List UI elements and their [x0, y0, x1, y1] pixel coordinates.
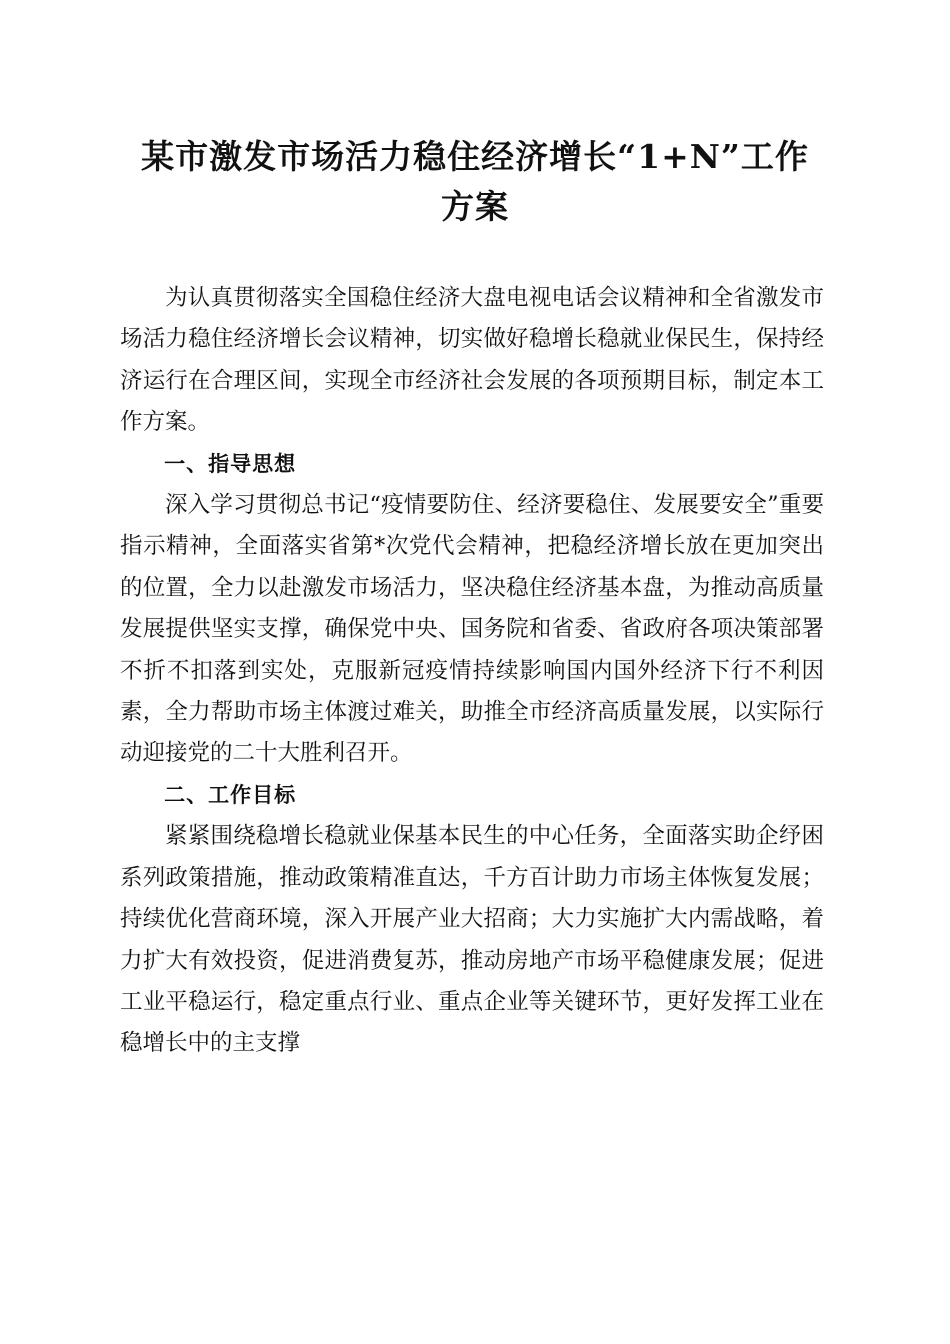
- section-heading-work-goals: 二、工作目标: [164, 782, 297, 807]
- intro-paragraph: 为认真贯彻落实全国稳住经济大盘电视电话会议精神和全省激发市场活力稳住经济增长会议精神，切实做好稳增长稳就业保民生，保持经济运行在合理区间，实现全市经济社会发展的各项预期目标，制定本工作方案。: [120, 285, 824, 436]
- section-heading-guiding-ideology: 一、指导思想: [164, 451, 297, 476]
- title-line-1: 某市激发市场活力稳住经济增长“1+N”工作: [141, 137, 809, 176]
- section-paragraph-guiding-ideology: 深入学习贯彻总书记“疫情要防住、经济要稳住、发展要安全”重要指示精神，全面落实省第*次党代会精神，把稳经济增长放在更加突出的位置，全力以赴激发市场活力，坚决稳住经济基本盘，为推动高质量发展提供坚实支撑，确保党中央、国务院和省委、省政府各项决策部署不折不扣落到实处，克服新冠疫情持续影响国内国外经济下行不利因素，全力帮助市场主体渡过难关，助推全市经济高质量发展，以实际行动迎接党的二十大胜利召开。: [120, 492, 824, 767]
- document-title: [118, 132, 832, 232]
- title-line-2: 方案: [441, 187, 509, 226]
- document-body: [120, 278, 824, 1065]
- section-paragraph-work-goals: 紧紧围绕稳增长稳就业保基本民生的中心任务，全面落实助企纾困系列政策措施，推动政策精准直达，千方百计助力市场主体恢复发展；持续优化营商环境，深入开展产业大招商；大力实施扩大内需战略，着力扩大有效投资，促进消费复苏，推动房地产市场平稳健康发展；促进工业平稳运行，稳定重点行业、重点企业等关键环节，更好发挥工业在稳增长中的主支撑: [120, 823, 824, 1057]
